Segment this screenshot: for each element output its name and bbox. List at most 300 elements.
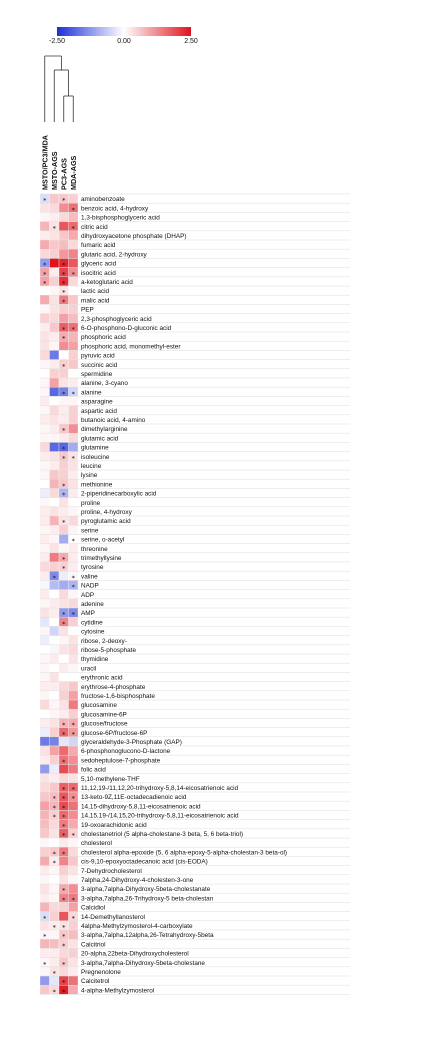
heatmap-cell bbox=[40, 461, 50, 470]
column-labels bbox=[40, 135, 78, 190]
heatmap-cell bbox=[40, 590, 50, 599]
row-label: proline bbox=[81, 499, 101, 507]
row-label: pyroglutamic acid bbox=[81, 518, 131, 526]
heatmap-cell bbox=[40, 728, 50, 737]
heatmap-cell bbox=[69, 810, 79, 819]
heatmap-cell bbox=[59, 912, 69, 921]
row-label: cytidine bbox=[81, 619, 103, 627]
row-label: 4-alpha-Methylzymosterol bbox=[81, 987, 155, 995]
heatmap-cell bbox=[59, 866, 69, 875]
heatmap-cell bbox=[40, 856, 50, 865]
color-scale-gradient bbox=[57, 27, 191, 36]
row-label: PEP bbox=[81, 306, 94, 314]
heatmap-cell bbox=[69, 820, 79, 829]
heatmap-cell bbox=[59, 470, 69, 479]
heatmap-cell bbox=[69, 498, 79, 507]
heatmap-cell bbox=[50, 774, 60, 783]
heatmap-cell bbox=[50, 516, 60, 525]
heatmap-cell bbox=[69, 433, 79, 442]
heatmap-cell bbox=[50, 875, 60, 884]
significance-star: * bbox=[71, 454, 75, 463]
row-label: citric acid bbox=[81, 223, 108, 231]
significance-star: * bbox=[62, 555, 66, 564]
row-label: thymidine bbox=[81, 656, 109, 664]
significance-star: * bbox=[43, 279, 47, 288]
row-label: 4alpha-Methylzymosterol-4-carboxylate bbox=[81, 922, 193, 930]
heatmap-cell bbox=[69, 525, 79, 534]
heatmap-cell bbox=[50, 590, 60, 599]
row-label: aminobenzoate bbox=[81, 196, 125, 204]
heatmap-cell bbox=[50, 461, 60, 470]
heatmap-cell bbox=[59, 682, 69, 691]
heatmap-cell bbox=[40, 222, 50, 231]
heatmap-cell bbox=[40, 764, 50, 773]
row-label: 1,3-bisphosphoglyceric acid bbox=[81, 214, 160, 222]
heatmap-cell bbox=[69, 369, 79, 378]
heatmap-cell bbox=[40, 562, 50, 571]
heatmap-cell bbox=[40, 617, 50, 626]
heatmap-cell bbox=[40, 792, 50, 801]
heatmap-cell bbox=[69, 866, 79, 875]
heatmap-cell bbox=[59, 599, 69, 608]
row-label: glyceric acid bbox=[81, 260, 117, 268]
heatmap-cell bbox=[59, 691, 69, 700]
row-label: glucosamine-6P bbox=[81, 711, 127, 719]
row-label: butanoic acid, 4-amino bbox=[81, 416, 146, 424]
heatmap-cell bbox=[40, 240, 50, 249]
heatmap-cell bbox=[50, 691, 60, 700]
row-label: 2,3-phosphoglyceric acid bbox=[81, 315, 152, 323]
row-label: benzoic acid, 4-hydroxy bbox=[81, 205, 149, 213]
heatmap-cell bbox=[40, 746, 50, 755]
heatmap-cell bbox=[40, 820, 50, 829]
heatmap-cell bbox=[69, 985, 79, 994]
row-label: glyceraldehyde-3-Phosphate (GAP) bbox=[81, 738, 182, 746]
row-label: 6-O-phosphono-D-gluconic acid bbox=[81, 324, 172, 332]
heatmap-cell bbox=[69, 967, 79, 976]
heatmap-cell bbox=[69, 976, 79, 985]
heatmap-cell bbox=[69, 958, 79, 967]
heatmap-cell bbox=[40, 341, 50, 350]
significance-star: * bbox=[62, 978, 66, 987]
heatmap-cell bbox=[40, 470, 50, 479]
significance-star: * bbox=[52, 224, 56, 233]
heatmap-cell bbox=[69, 856, 79, 865]
heatmap-cell bbox=[69, 507, 79, 516]
row-label: 20-alpha,22beta-Dihydroxycholesterol bbox=[81, 950, 189, 958]
heatmap-cell bbox=[40, 452, 50, 461]
row-label: 7alpha,24-Dihydroxy-4-cholesten-3-one bbox=[81, 876, 194, 884]
row-label: AMP bbox=[81, 610, 95, 618]
heatmap-cell bbox=[40, 534, 50, 543]
heatmap-cell bbox=[50, 709, 60, 718]
heatmap-cell bbox=[50, 332, 60, 341]
heatmap-cell bbox=[50, 525, 60, 534]
row-label: serine bbox=[81, 527, 99, 535]
heatmap-cell bbox=[69, 755, 79, 764]
heatmap-cell bbox=[69, 645, 79, 654]
heatmap-cell bbox=[40, 755, 50, 764]
row-label: 14,15-dihydroxy-5,8,11-eicosatrienoic acid bbox=[81, 803, 201, 811]
heatmap-cell bbox=[59, 350, 69, 359]
column-label: PC3-AGS bbox=[59, 158, 69, 190]
heatmap-cell bbox=[69, 240, 79, 249]
significance-star: * bbox=[62, 794, 66, 803]
significance-star: * bbox=[52, 969, 56, 978]
heatmap-cell bbox=[50, 360, 60, 369]
significance-star: * bbox=[62, 987, 66, 996]
heatmap-cell bbox=[69, 314, 79, 323]
heatmap-cell bbox=[40, 314, 50, 323]
row-label: adenine bbox=[81, 600, 104, 608]
row-label: phosphoric acid, monomethyl-ester bbox=[81, 343, 181, 351]
heatmap-cell bbox=[50, 304, 60, 313]
row-label: succinic acid bbox=[81, 361, 118, 369]
heatmap-cell bbox=[50, 663, 60, 672]
significance-star: * bbox=[43, 270, 47, 279]
heatmap-cell bbox=[59, 700, 69, 709]
significance-star: * bbox=[71, 610, 75, 619]
heatmap-cell bbox=[69, 691, 79, 700]
heatmap-cell bbox=[40, 433, 50, 442]
row-label: lactic acid bbox=[81, 288, 110, 296]
row-label: serine, o-acetyl bbox=[81, 536, 125, 544]
heatmap-cell bbox=[50, 249, 60, 258]
heatmap-cell bbox=[50, 240, 60, 249]
heatmap-cell bbox=[50, 893, 60, 902]
significance-star: * bbox=[62, 923, 66, 932]
color-scale-min-label: -2.50 bbox=[49, 38, 65, 45]
significance-star: * bbox=[62, 518, 66, 527]
heatmap-cell bbox=[40, 783, 50, 792]
significance-star: * bbox=[62, 491, 66, 500]
heatmap-cell bbox=[40, 893, 50, 902]
heatmap-cell bbox=[50, 212, 60, 221]
heatmap-cell bbox=[50, 884, 60, 893]
significance-star: * bbox=[62, 196, 66, 205]
column-label: MSTO/PC3/MDA bbox=[40, 135, 50, 190]
heatmap-cell bbox=[69, 636, 79, 645]
significance-star: * bbox=[43, 960, 47, 969]
heatmap-cell bbox=[50, 912, 60, 921]
heatmap-cell bbox=[50, 838, 60, 847]
significance-star: * bbox=[62, 831, 66, 840]
significance-star: * bbox=[52, 849, 56, 858]
significance-star: * bbox=[71, 895, 75, 904]
heatmap-cell bbox=[50, 562, 60, 571]
heatmap-cell bbox=[40, 774, 50, 783]
significance-star: * bbox=[62, 941, 66, 950]
row-label: isocitric acid bbox=[81, 269, 116, 277]
heatmap-cell bbox=[69, 194, 79, 203]
heatmap-cell bbox=[40, 829, 50, 838]
row-label: 7-Dehydrocholesterol bbox=[81, 867, 142, 875]
significance-star: * bbox=[52, 813, 56, 822]
significance-star: * bbox=[71, 205, 75, 214]
heatmap-cell bbox=[40, 378, 50, 387]
heatmap-cell bbox=[50, 396, 60, 405]
heatmap-cell bbox=[69, 360, 79, 369]
row-label: 14,15,19-/14,15,20-trihydroxy-5,8,11-eicosatrienoic acid bbox=[81, 812, 239, 820]
row-label: ribose-5-phosphate bbox=[81, 646, 137, 654]
heatmap-cell bbox=[59, 645, 69, 654]
heatmap-cell bbox=[69, 663, 79, 672]
row-label: uracil bbox=[81, 665, 97, 673]
significance-star: * bbox=[62, 619, 66, 628]
row-label: pyruvic acid bbox=[81, 352, 115, 360]
row-label: spermidine bbox=[81, 370, 113, 378]
heatmap-cell bbox=[69, 415, 79, 424]
heatmap-cell bbox=[69, 406, 79, 415]
heatmap-cell bbox=[59, 507, 69, 516]
significance-star: * bbox=[71, 785, 75, 794]
significance-star: * bbox=[52, 794, 56, 803]
significance-star: * bbox=[62, 362, 66, 371]
row-label: cytosine bbox=[81, 628, 105, 636]
significance-star: * bbox=[52, 573, 56, 582]
significance-star: * bbox=[62, 886, 66, 895]
significance-star: * bbox=[62, 288, 66, 297]
heatmap-cell bbox=[40, 847, 50, 856]
heatmap-cell bbox=[40, 323, 50, 332]
row-label: leucine bbox=[81, 462, 102, 470]
heatmap-cells bbox=[40, 194, 78, 994]
heatmap-cell bbox=[59, 580, 69, 589]
heatmap-cell bbox=[40, 360, 50, 369]
significance-star: * bbox=[43, 196, 47, 205]
heatmap-cell bbox=[59, 544, 69, 553]
row-label: cholesterol alpha-epoxide (5, 6 alpha-epoxy-5-alpha-cholestan-3 beta-ol) bbox=[81, 849, 288, 857]
heatmap-cell bbox=[40, 654, 50, 663]
heatmap-cell bbox=[69, 939, 79, 948]
heatmap-cell bbox=[40, 875, 50, 884]
row-label: sedoheptulose-7-phosphate bbox=[81, 757, 161, 765]
heatmap-cell bbox=[50, 544, 60, 553]
heatmap-cell bbox=[50, 406, 60, 415]
row-label: tyrosine bbox=[81, 564, 104, 572]
heatmap-cell bbox=[59, 240, 69, 249]
heatmap-cell bbox=[50, 378, 60, 387]
row-label: 3-alpha,7alpha,12alpha,26-Tetrahydroxy-5beta bbox=[81, 932, 214, 940]
heatmap-cell bbox=[40, 369, 50, 378]
significance-star: * bbox=[62, 849, 66, 858]
heatmap-cell bbox=[59, 672, 69, 681]
heatmap-cell bbox=[50, 479, 60, 488]
heatmap-cell bbox=[40, 976, 50, 985]
significance-star: * bbox=[62, 813, 66, 822]
heatmap-cell bbox=[50, 433, 60, 442]
heatmap-cell bbox=[69, 304, 79, 313]
heatmap-cell bbox=[40, 516, 50, 525]
row-label: alanine, 3-cyano bbox=[81, 380, 128, 388]
heatmap-cell bbox=[40, 525, 50, 534]
row-label: cholestanetriol (5 alpha-cholestane-3 beta, 5, 6 beta-triol) bbox=[81, 830, 243, 838]
row-label: Calcitriol bbox=[81, 941, 106, 949]
significance-star: * bbox=[52, 803, 56, 812]
row-label: erythronic acid bbox=[81, 674, 123, 682]
significance-star: * bbox=[71, 831, 75, 840]
heatmap-cell bbox=[69, 709, 79, 718]
row-label: ribose, 2-deoxy- bbox=[81, 637, 127, 645]
row-label: 2-piperidinecarboxylic acid bbox=[81, 490, 157, 498]
color-scale-max-label: 2.50 bbox=[184, 38, 198, 45]
row-label: glucosamine bbox=[81, 702, 117, 710]
heatmap-cell bbox=[40, 212, 50, 221]
heatmap-cell bbox=[50, 268, 60, 277]
row-label: 13-keto-9Z,11E-octadecadienoic acid bbox=[81, 794, 187, 802]
heatmap-cell bbox=[50, 442, 60, 451]
heatmap-cell bbox=[50, 939, 60, 948]
heatmap-cell bbox=[40, 682, 50, 691]
heatmap-cell bbox=[40, 700, 50, 709]
significance-star: * bbox=[62, 564, 66, 573]
significance-star: * bbox=[62, 279, 66, 288]
heatmap-cell bbox=[59, 415, 69, 424]
heatmap-cell bbox=[50, 488, 60, 497]
row-label: proline, 4-hydroxy bbox=[81, 508, 132, 516]
heatmap-cell bbox=[69, 258, 79, 267]
row-label: fructose-1,6-bisphosphate bbox=[81, 692, 155, 700]
heatmap-cell bbox=[59, 249, 69, 258]
heatmap-cell bbox=[50, 387, 60, 396]
heatmap-cell bbox=[50, 672, 60, 681]
heatmap-cell bbox=[69, 884, 79, 893]
significance-star: * bbox=[52, 859, 56, 868]
heatmap-cell bbox=[50, 534, 60, 543]
row-label: isoleucine bbox=[81, 453, 110, 461]
heatmap-cell bbox=[69, 350, 79, 359]
heatmap-cell bbox=[50, 737, 60, 746]
row-label: glucose-6P/fructose-6P bbox=[81, 729, 148, 737]
heatmap-cell bbox=[59, 406, 69, 415]
row-label: ADP bbox=[81, 591, 95, 599]
heatmap-cell bbox=[59, 774, 69, 783]
heatmap-cell bbox=[59, 534, 69, 543]
heatmap-cell bbox=[50, 608, 60, 617]
row-label: alanine bbox=[81, 389, 102, 397]
significance-star: * bbox=[71, 224, 75, 233]
significance-star: * bbox=[71, 721, 75, 730]
significance-star: * bbox=[62, 426, 66, 435]
heatmap-cell bbox=[59, 746, 69, 755]
heatmap-cell bbox=[50, 728, 60, 737]
heatmap-cell bbox=[40, 663, 50, 672]
significance-star: * bbox=[71, 914, 75, 923]
heatmap-cell bbox=[50, 617, 60, 626]
heatmap-cell bbox=[59, 378, 69, 387]
heatmap-cell bbox=[69, 847, 79, 856]
heatmap-cell bbox=[59, 590, 69, 599]
heatmap-cell bbox=[69, 295, 79, 304]
heatmap-cell bbox=[40, 553, 50, 562]
heatmap-cell bbox=[40, 479, 50, 488]
heatmap-cell bbox=[40, 672, 50, 681]
heatmap-cell bbox=[50, 626, 60, 635]
significance-star: * bbox=[62, 445, 66, 454]
significance-star: * bbox=[62, 334, 66, 343]
significance-star: * bbox=[62, 389, 66, 398]
heatmap-cell bbox=[40, 866, 50, 875]
heatmap-cell bbox=[59, 314, 69, 323]
heatmap-cell bbox=[50, 682, 60, 691]
color-scale-mid-label: 0.00 bbox=[117, 38, 131, 45]
heatmap-cell bbox=[69, 948, 79, 957]
heatmap-cell bbox=[59, 709, 69, 718]
heatmap-cell bbox=[50, 764, 60, 773]
heatmap-cell bbox=[69, 654, 79, 663]
significance-star: * bbox=[62, 757, 66, 766]
significance-star: * bbox=[62, 785, 66, 794]
heatmap-cell bbox=[40, 350, 50, 359]
row-label: Pregnenolone bbox=[81, 968, 121, 976]
significance-star: * bbox=[71, 537, 75, 546]
heatmap-cell bbox=[59, 636, 69, 645]
row-label: erythrose-4-phosphate bbox=[81, 683, 146, 691]
heatmap-cell bbox=[50, 636, 60, 645]
heatmap-cell bbox=[59, 212, 69, 221]
significance-star: * bbox=[71, 325, 75, 334]
heatmap-cell bbox=[40, 636, 50, 645]
row-label: 6-phosphonoglucono-D-lactone bbox=[81, 748, 171, 756]
row-label: dimethylarginine bbox=[81, 426, 128, 434]
heatmap-cell bbox=[40, 709, 50, 718]
heatmap-cell bbox=[50, 718, 60, 727]
heatmap-cell bbox=[69, 470, 79, 479]
heatmap-cell bbox=[40, 498, 50, 507]
heatmap-cell bbox=[50, 415, 60, 424]
heatmap-cell bbox=[40, 488, 50, 497]
heatmap-cell bbox=[50, 507, 60, 516]
heatmap-cell bbox=[50, 258, 60, 267]
significance-star: * bbox=[62, 730, 66, 739]
heatmap-cell bbox=[69, 930, 79, 939]
heatmap-cell bbox=[50, 599, 60, 608]
heatmap-cell bbox=[50, 700, 60, 709]
significance-star: * bbox=[43, 932, 47, 941]
heatmap-cell bbox=[40, 608, 50, 617]
heatmap-cell bbox=[69, 341, 79, 350]
heatmap-cell bbox=[50, 746, 60, 755]
significance-star: * bbox=[62, 454, 66, 463]
heatmap-cell bbox=[40, 304, 50, 313]
significance-star: * bbox=[62, 261, 66, 270]
significance-star: * bbox=[52, 987, 56, 996]
heatmap-cell bbox=[50, 902, 60, 911]
heatmap-cell bbox=[40, 626, 50, 635]
row-label: valine bbox=[81, 573, 98, 581]
heatmap-cell bbox=[40, 801, 50, 810]
significance-star: * bbox=[71, 583, 75, 592]
heatmap-cell bbox=[50, 203, 60, 212]
significance-star: * bbox=[71, 573, 75, 582]
row-label: dihydroxyacetone phosphate (DHAP) bbox=[81, 232, 187, 240]
heatmap-cell bbox=[69, 378, 79, 387]
significance-star: * bbox=[62, 932, 66, 941]
color-scale-bar bbox=[49, 27, 198, 45]
heatmap-cell bbox=[50, 323, 60, 332]
heatmap-cell bbox=[69, 764, 79, 773]
heatmap-cell bbox=[69, 774, 79, 783]
heatmap-cell bbox=[40, 249, 50, 258]
heatmap-cell bbox=[50, 948, 60, 957]
heatmap-cell bbox=[50, 194, 60, 203]
significance-star: * bbox=[62, 610, 66, 619]
heatmap-cell bbox=[40, 387, 50, 396]
heatmap-cell bbox=[40, 415, 50, 424]
heatmap-cell bbox=[40, 884, 50, 893]
heatmap-cell bbox=[59, 875, 69, 884]
heatmap-cell bbox=[69, 424, 79, 433]
